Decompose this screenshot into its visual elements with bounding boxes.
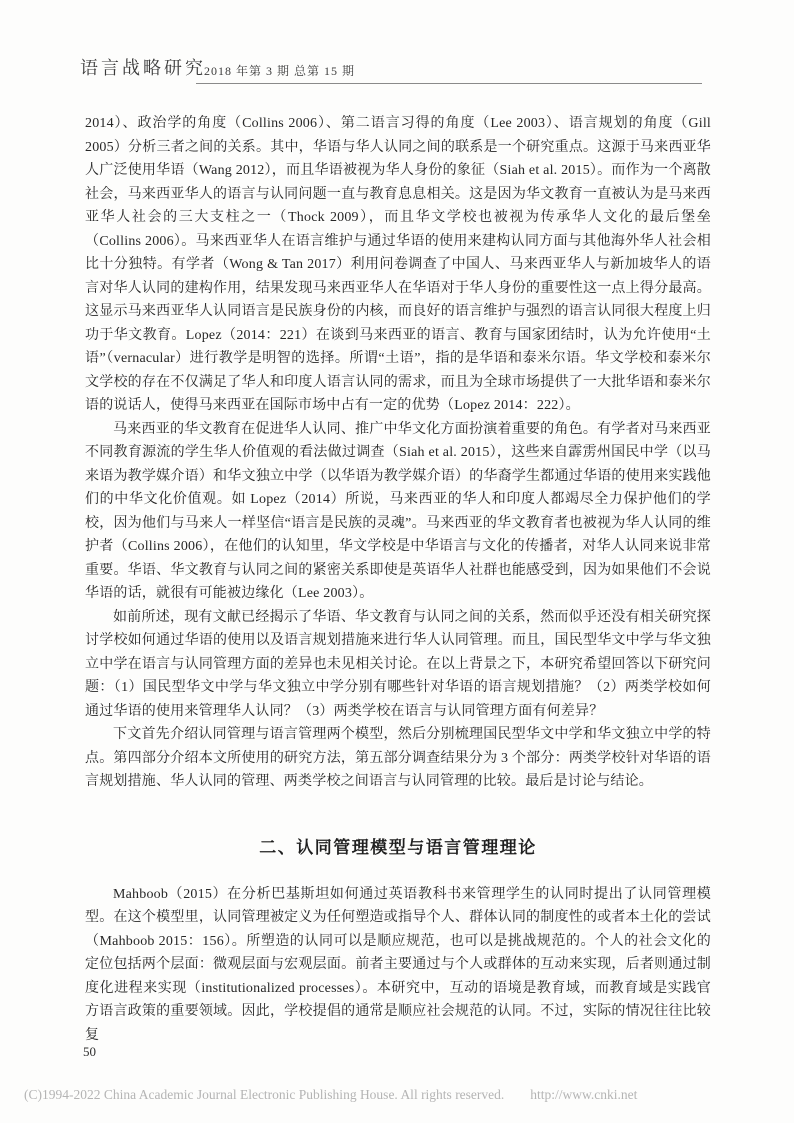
- footer-url: http://www.cnki.net: [530, 1087, 638, 1102]
- section-heading: 二、认同管理模型与语言管理理论: [259, 837, 537, 857]
- journal-title: 语言战略研究: [80, 58, 206, 78]
- paragraph: 下文首先介绍认同管理与语言管理两个模型，然后分别梳理国民型华文中学和华文独立中学的特点。第四部分介绍本文所使用的研究方法，第五部分调查结果分为 3 个部分：两类学校针对华语的语言规划措施、华人认同的管理、两类学校之间语言与认同管理的比较。最后是讨论与结论。: [85, 727, 711, 789]
- issue-info: 2018 年第 3 期 总第 15 期: [204, 64, 356, 78]
- paragraph: 如前所述，现有文献已经揭示了华语、华文教育与认同之间的关系，然而似乎还没有相关研究探讨学校如何通过华语的使用以及语言规划措施来进行华人认同管理。而且，国民型华文中学与华文独立中学在语言与认同管理方面的差异也未见相关讨论。在以上背景之下，本研究希望回答以下研究问题：（1）国民型华文中学与华文独立中学分别有哪些针对华语的语言规划措施？（2）两类学校如何通过华语的使用来管理华人认同？（3）两类学校在语言与认同管理方面有何差异？: [85, 609, 711, 719]
- paragraph: Mahboob（2015）在分析巴基斯坦如何通过英语教科书来管理学生的认同时提出了认同管理模型。在这个模型里，认同管理被定义为任何塑造或指导个人、群体认同的制度性的或者本土化的尝试（Mahboob 2015：156）。所塑造的认同可以是顺应规范，也可以是挑战规范的。个人的社会文化的定位包括两个层面：微观层面与宏观层面。前者主要通过与个人或群体的互动来实现，后者则通过制度化进程来实现（institutionalized processes）。本研究中，互动的语境是教育域，而教育域是实践官方语言政策的重要领域。因此，学校提倡的通常是顺应社会规范的认同。不过，实际的情况往往比较复: [85, 886, 711, 1043]
- paragraph: 马来西亚的华文教育在促进华人认同、推广中华文化方面扮演着重要的角色。有学者对马来西亚不同教育源流的学生华人价值观的看法做过调查（Siah et al. 2015），这些来自霹雳州国民中学（以马来语为教学媒介语）和华文独立中学（以华语为教学媒介语）的华裔学生都通过华语的使用来实践他们的中华文化价值观。如 Lopez（2014）所说，马来西亚的华人和印度人都竭尽全力保护他们的学校，因为他们与马来人一样坚信“语言是民族的灵魂”。马来西亚的华文教育者也被视为华人认同的维护者（Collins 2006），在他们的认知里，华文学校是中华语言与文化的传播者，对华人认同来说非常重要。华语、华文教育与认同之间的紧密关系即使是英语华人社群也能感受到，因为如果他们不会说华语的话，就很有可能被边缘化（Lee 2003）。: [85, 421, 711, 601]
- copyright-text: (C)1994-2022 China Academic Journal Electronic Publishing House. All rights reserved.: [24, 1087, 505, 1102]
- paragraph: 2014）、政治学的角度（Collins 2006）、第二语言习得的角度（Lee 2003）、语言规划的角度（Gill 2005）分析三者之间的关系。其中，华语与华人认同之间的联系是一个研究重点。这源于马来西亚华人广泛使用华语（Wang 2012），而且华语被视为华人身份的象征（Siah et al. 2015）。而作为一个离散社会，马来西亚华人的语言与认同问题一直与教育息息相关。这是因为华文教育一直被认为是马来西亚华人社会的三大支柱之一（Thock 2009），而且华文学校也被视为传承华人文化的最后堡垒（Collins 2006）。马来西亚华人在语言维护与通过华语的使用来建构认同方面与其他海外华人社会相比十分独特。有学者（Wong & Tan 2017）利用问卷调查了中国人、马来西亚华人与新加坡华人的语言对华人认同的建构作用，结果发现马来西亚华人在华语对于华人身份的重要性这一点上得分最高。这显示马来西亚华人认同语言是民族身份的内核，而良好的语言维护与强烈的语言认同很大程度上归功于华文教育。Lopez（2014：221）在谈到马来西亚的语言、教育与国家团结时，认为允许使用“土语”（vernacular）进行教学是明智的选择。所谓“土语”，指的是华语和泰米尔语。华文学校和泰米尔文学校的存在不仅满足了华人和印度人语言认同的需求，而且为全球市场提供了一大批华语和泰米尔语的说话人，使得马来西亚在国际市场中占有一定的优势（Lopez 2014：222）。: [85, 116, 711, 413]
- footer-copyright: [24, 1087, 784, 1103]
- article-body: [85, 112, 711, 1047]
- header-rule: [196, 55, 702, 84]
- page-number: 50: [83, 1044, 96, 1059]
